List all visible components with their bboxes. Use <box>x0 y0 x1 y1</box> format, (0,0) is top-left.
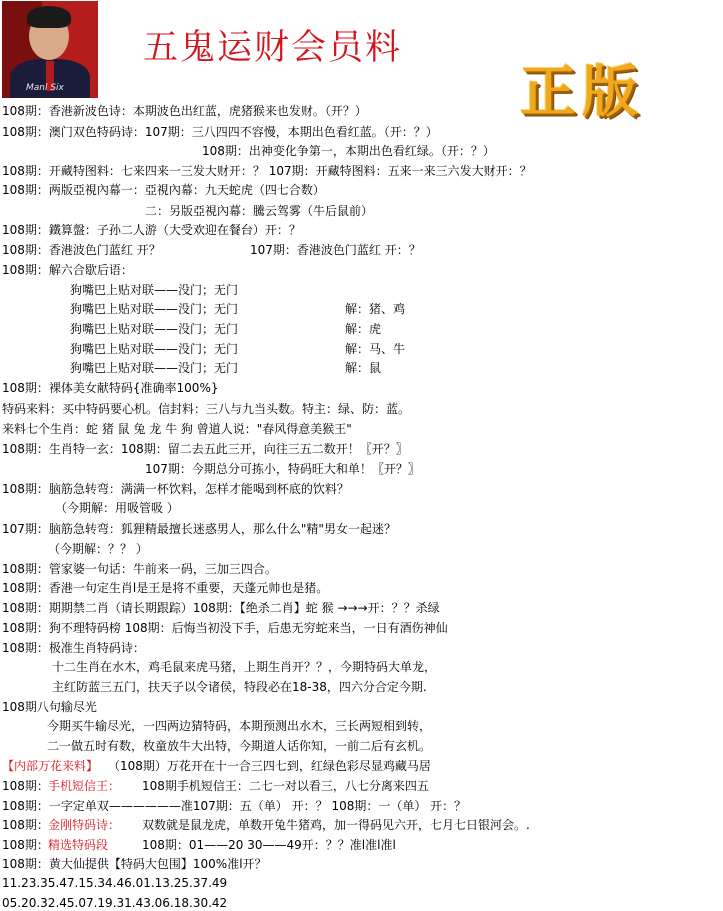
text-line: 108期：开藏特图料：七来四来一三发大财开：？ 107期：开藏特图料：五来一来三六发大财开：？ <box>2 164 532 178</box>
red-heading: 精选特码段 <box>48 838 109 852</box>
text-line: 108期：裸体美女献特码{准确率100%} <box>2 381 219 395</box>
text-line: 108期：香港波色门蓝红 开？ <box>2 243 161 257</box>
text-line: 主红防蓝三五门，扶天子以令诸侯，特段必在18-38，四六分合定今期. <box>52 680 427 694</box>
text-line: 狗嘴巴上贴对联——没门；无门 <box>70 302 239 316</box>
text-line: 解：猪、鸡 <box>345 302 406 316</box>
red-heading: 手机短信王： <box>48 779 121 793</box>
text-line: 解：马、牛 <box>345 342 406 356</box>
text-line: 狗嘴巴上贴对联——没门；无门 <box>70 361 239 375</box>
text-line: 108期：期期禁二肖（请长期跟踪）108期：【绝杀二肖】蛇 猴 →→→开：？？杀绿 <box>2 601 440 615</box>
text-line: 108期手机短信王：二七一对以看三，八七分离来四五 <box>142 779 429 793</box>
text-line: 狗嘴巴上贴对联——没门；无门 <box>70 322 239 336</box>
red-heading: 金刚特码诗： <box>48 818 121 832</box>
authentic-badge: 正版 <box>520 60 644 125</box>
text-line: 107期：香港波色门蓝红 开：？ <box>250 243 421 257</box>
text-line: 解：鼠 <box>345 361 382 375</box>
text-line: 107期：今期总分可拣小，特码旺大和单！〖开？〗 <box>145 462 420 476</box>
text-line: 双数就是鼠龙虎，单数开兔牛猪鸡，加一得码见六开，七月七日银河会。. <box>142 818 530 832</box>
number-list: 05.20.32.45.07.19.31.43.06.18.30.42 <box>2 896 228 910</box>
text-line: 二一做五时有数，枚童放牛大出特，今期道人话你知，一前二后有玄机。 <box>47 739 432 753</box>
text-line: （今期解：用吸管吸 ） <box>55 501 179 515</box>
text-line: 108期：鐵算盤：子孙二人游（大受欢迎在餐台）开：？ <box>2 223 301 237</box>
text-line: （108期）万花开在十一合三四七到，红绿色彩尽显鸡藏马居 <box>108 759 431 773</box>
text-line: 解：虎 <box>345 322 382 336</box>
text-line: 今期买牛输尽光，一四两边猜特码，本期预测出水木，三长两短相到转， <box>47 719 432 733</box>
photo-watermark: Manl Six <box>26 83 64 93</box>
text-line: 108期：澳门双色特码诗：107期：三八四四不容慢，本期出色看红蓝。（开：？） <box>2 125 438 139</box>
text-line: 108期：黄大仙提供【特码大包围】100%准l开？ <box>2 857 267 871</box>
text-line: 108期八句输尽光 <box>2 700 97 714</box>
text-line: 狗嘴巴上贴对联——没门；无门 <box>70 283 239 297</box>
text-line: 108期：出神变化争第一，本期出色看红绿。（开：？） <box>202 144 495 158</box>
page-title: 五鬼运财会员料 <box>143 28 403 68</box>
text-line: 108期：生肖特一玄：108期：留二去五此三开，向往三五二数开！〖开？〗 <box>2 442 408 456</box>
text-line: 二：另版亞視內幕：騰云驾雾（牛后鼠前） <box>145 204 374 218</box>
text-line: 108期：两版亞視內幕一：亞視內幕：九天蛇虎（四七合数） <box>2 183 325 197</box>
text-line: 来料七个生肖：蛇 猪 鼠 兔 龙 牛 狗 曾道人说："春风得意美猴王" <box>2 422 352 436</box>
text-line: 108期：解六合歇后语： <box>2 263 133 277</box>
text-line: 107期：脑筋急转弯：狐狸精最擅长迷惑男人，那么什么"精"男女一起迷？ <box>2 522 396 536</box>
text-line: 108期： <box>2 818 49 832</box>
portrait-photo <box>2 1 98 98</box>
text-line: 108期：管家婆一句话：牛前来一码，三加三四合。 <box>2 562 277 576</box>
number-list: 11.23.35.47.15.34.46.01.13.25.37.49 <box>2 876 228 890</box>
text-line: 狗嘴巴上贴对联——没门；无门 <box>70 342 239 356</box>
text-line: 108期：香港新波色诗：本期波色出红蓝，虎猪猴来也发财。（开？） <box>2 104 367 118</box>
text-line: 108期： <box>2 779 49 793</box>
text-line: 108期： <box>2 838 49 852</box>
text-line: 108期：01——20 30——49开：？？准l准l准l <box>142 838 396 852</box>
text-line: 108期：极准生肖特码诗： <box>2 641 145 655</box>
red-heading: 【内部万花来料】 <box>2 759 99 773</box>
text-line: 十二生肖在水木，鸡毛鼠来虎马猪，上期生肖开？？，今期特码大单龙， <box>52 660 437 674</box>
text-line: 108期：脑筋急转弯：满满一杯饮料，怎样才能喝到杯底的饮料？ <box>2 482 349 496</box>
text-line: （今期解：？？ ） <box>48 542 148 556</box>
text-line: 108期：狗不理特码榜 108期：后悔当初没下手，后患无穷蛇来当，一日有酒伤神仙 <box>2 621 448 635</box>
text-line: 特码来料：买中特码要心机。信封料：三八与九当头数。特主：绿、防：蓝。 <box>2 402 411 416</box>
text-line: 108期：香港一句定生肖l是王是将不重要，天蓬元帅也是猪。 <box>2 581 329 595</box>
text-line: 108期：一字定单双——————准107期：五（单） 开：？ 108期：一（单） 开：？ <box>2 799 467 813</box>
